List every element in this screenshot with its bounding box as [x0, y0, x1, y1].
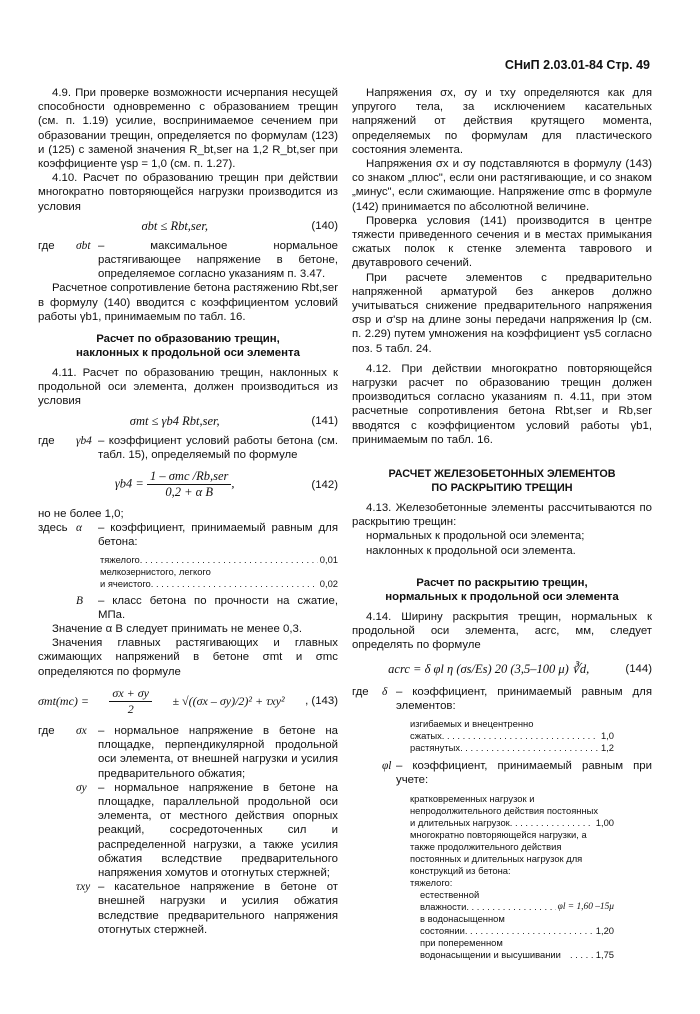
def-symbol: σbt [76, 239, 91, 252]
formula-142 [38, 469, 338, 500]
heading-line-2: нормальных к продольной оси элемента [385, 590, 619, 603]
formula-144-number: (144) [625, 662, 652, 675]
def-text: – коэффициент, принимаемый равным для элементов: [396, 685, 652, 712]
delta-tension-row [410, 742, 614, 754]
row-value: 1,2 [600, 741, 614, 753]
def-text: – касательное напряжение в бетоне от внешней нагрузки и усилия обжатия вследствие предварительного напряжения отогнутых стержней. [98, 881, 338, 936]
def-where: где [352, 685, 369, 698]
fraction-numerator: σx + σy [109, 686, 152, 702]
def-text: – класс бетона по прочности на сжатие, МПа. [98, 594, 338, 621]
alpha-heavy-row [100, 554, 338, 566]
def-delta [352, 685, 652, 713]
formula-141-number: (141) [311, 415, 338, 428]
def-symbol: B [76, 594, 83, 607]
row-label: тяжелого [100, 553, 140, 565]
para-4-13: 4.13. Железобетонные элементы рассчитываются по раскрытию трещин: [352, 502, 652, 529]
def-text: – коэффициент условий работы бетона (см. табл. 15), определяемый по формуле [98, 434, 338, 461]
def-where: где [38, 239, 55, 252]
para-4-9: 4.9. При проверке возможности исчерпания несущей способности одновременно с образованием трещин (см. п. 1.19) усилие, воспринимаемое сечением при образовании трещин, определяется по формулам (123) и (125) с заменой значения R_bt,ser на 1,2 R_bt,ser при коэффициенте γsp = 1,0 (см. п. 1.27). [38, 87, 338, 171]
formula-142-number: (142) [311, 478, 338, 491]
page-header: СНиП 2.03.01-84 Стр. 49 [504, 58, 650, 72]
heading-line-1: Расчет по образованию трещин, [96, 333, 280, 346]
def-tau-xy [38, 880, 338, 937]
phi-row-6 [420, 901, 614, 913]
para-4-13-a: нормальных к продольной оси элемента; [366, 530, 585, 543]
row-label: состоянии [420, 925, 465, 937]
phi-row-5: естественной [420, 889, 480, 901]
phi-row-8 [420, 925, 614, 937]
formula-142-expr: γb4 = $\frac{\text{1 – σmc /Rb,ser}}{\text{0,2 + α B}}$ , [114, 469, 235, 500]
para-4-11: 4.11. Расчет по образованию трещин, наклонных к продольной оси элемента, должен производиться из условия [38, 367, 338, 408]
def-symbol: δ [382, 685, 388, 698]
def-where: где [38, 724, 55, 737]
delta-bend-row-2 [410, 730, 614, 742]
alpha-fine-row: мелкозернистого, легкого [100, 565, 211, 577]
formula-141-expr: σmt ≤ γb4 Rbt,ser, [129, 413, 220, 428]
def-B [38, 594, 338, 622]
def-symbol: σx [76, 724, 87, 737]
phi-row-2 [410, 817, 614, 829]
row-label: влажности [420, 901, 467, 913]
fraction-denominator: 2 [127, 701, 134, 716]
row-label: сжатых [410, 729, 442, 741]
para-main-stresses: Значения главных растягивающих и главных сжимающих напряжений в бетоне σmt и σmc определяются по формуле [38, 637, 338, 678]
para-check-location: Проверка условия (141) производится в центре тяжести приведенного сечения и в местах примыкания сжатых полок к стенке элемента таврового и двутаврового сечений. [352, 214, 652, 270]
delta-values [410, 718, 614, 754]
phi-subrows [410, 889, 614, 961]
def-symbol: φl [382, 759, 392, 772]
phi-row-1: кратковременных нагрузок и непродолжительного действия постоянных [410, 793, 599, 817]
formula-143-lhs: σmt(mc) = [38, 693, 89, 708]
def-symbol: σy [76, 781, 87, 794]
def-gamma-b4 [38, 434, 338, 462]
def-text: – нормальное напряжение в бетоне на площадке, перпендикулярной продольной оси элемента, от внешней нагрузки и усилия предварительного обжатия; [98, 724, 338, 780]
para-4-14: 4.14. Ширину раскрытия трещин, нормальных к продольной оси элемента, acrc, мм, следует определять по формуле [352, 610, 652, 652]
def-text: – коэффициент, принимаемый равным при учете: [396, 759, 652, 787]
def-symbol: τxy [76, 881, 91, 894]
para-stresses-elastic: Напряжения σx, σy и τxy определяются как для упругого тела, за исключением касательных напряжений от действия крутящего момента, определяемых по формулам для пластического состояния элемента. [352, 87, 652, 156]
def-sigma-bt [38, 239, 338, 282]
heading-inclined [38, 332, 338, 360]
row-value: 0,02 [319, 577, 338, 589]
para-4-13-b: наклонных к продольной оси элемента. [366, 544, 576, 557]
row-value: 1,75 [595, 949, 614, 961]
phi-row-4: тяжелого: [410, 877, 453, 889]
heading-line-1: РАСЧЕТ ЖЕЛЕЗОБЕТОННЫХ ЭЛЕМЕНТОВ [388, 468, 616, 481]
para-4-12: 4.12. При действии многократно повторяющейся нагрузки расчет по образованию трещин должен производиться согласно указаниям п. 4.11, при этом расчетные сопротивления бетона Rbt,ser и Rb,ser вводятся с коэффициентом условий работы γb1, принимаемым по табл. 16. [352, 362, 652, 446]
alpha-B-note: Значение α B следует принимать не менее 0,3. [52, 623, 302, 636]
formula-141 [38, 414, 338, 429]
def-here: здесь [38, 522, 68, 535]
heading-normal-cracks [352, 576, 652, 604]
row-label: и длительных нагрузок [410, 817, 510, 829]
heading-line-2: наклонных к продольной оси элемента [76, 347, 300, 360]
formula-140-number: (140) [311, 220, 338, 233]
delta-bend-row-1: изгибаемых и внецентренно [410, 717, 534, 729]
row-label: при попеременном водонасыщении и высушивании [420, 937, 561, 961]
formula-144-expr: acrc = δ φl η (σs/Es) 20 (3,5–100 μ) ∛d, [388, 661, 590, 676]
not-more-note: но не более 1,0; [38, 508, 124, 521]
def-text: – коэффициент, принимаемый равным для бетона: [98, 522, 338, 549]
row-value: 1,00 [595, 817, 614, 829]
formula-142-fraction [147, 469, 231, 500]
def-where: где [38, 434, 55, 447]
left-column [38, 86, 338, 937]
fraction-denominator: 0,2 + α B [165, 485, 214, 500]
alpha-cell-row [100, 578, 338, 590]
phi-row-9 [420, 937, 614, 961]
formula-140 [38, 219, 338, 234]
formula-143 [38, 686, 338, 717]
section-heading [352, 467, 652, 495]
phi-row-7: в водонасыщенном [420, 913, 505, 925]
para-stress-signs: Напряжения σx и σy подставляются в формулу (143) со знаком „плюс", если они растягивающие, и со знаком „минус", если сжимающие. Напряжение σmc в формуле (142) принимается по абсолютной величине. [352, 158, 652, 213]
heading-line-1: Расчет по раскрытию трещин, [416, 576, 588, 589]
row-label: и ячеистого [100, 577, 151, 589]
def-alpha [38, 521, 338, 549]
formula-143-fraction [109, 686, 152, 717]
formula-140-expr: σbt ≤ Rbt,ser, [141, 218, 208, 233]
row-value: 1,0 [600, 729, 614, 741]
phi-row-3: многократно повторяющейся нагрузки, а также продолжительного действия постоянных и длительных нагрузок для конструкций из бетона: [410, 829, 587, 877]
def-text: – максимальное нормальное растягивающее напряжение в бетоне, определяемое согласно указаниям п. 3.47. [98, 239, 338, 281]
formula-143-number: , (143) [305, 695, 338, 708]
def-symbol: α [76, 522, 82, 535]
formula-142-lhs: γb4 = [114, 476, 144, 491]
heading-line-2: ПО РАСКРЫТИЮ ТРЕЩИН [431, 482, 573, 495]
phi-values [410, 793, 614, 961]
row-value: φl = 1,60 –15μ [557, 902, 614, 913]
formula-143-root: ± √((σx – σy)/2)² + τxy² [172, 693, 285, 708]
def-sigma-y [38, 781, 338, 880]
para-4-10-b: Расчетное сопротивление бетона растяжению Rbt,ser в формулу (140) вводится с коэффициентом условий работы γb1, принимаемым по табл. 16. [38, 282, 338, 323]
row-value: 1,20 [595, 925, 614, 937]
def-phi-l [352, 759, 652, 787]
formula-144 [352, 661, 652, 677]
fraction-numerator: 1 – σmc /Rb,ser [147, 469, 231, 485]
row-label: растянутых [410, 741, 461, 753]
row-value: 0,01 [319, 553, 338, 565]
para-4-10: 4.10. Расчет по образованию трещин при действии многократно повторяющейся нагрузки производится из условия [38, 172, 338, 213]
alpha-values [100, 554, 338, 590]
right-column [352, 86, 652, 961]
def-sigma-x [38, 724, 338, 781]
para-prestress-reduction: При расчете элементов с предварительно напряженной арматурой без анкеров должно учитываться снижение предварительного напряжения σsp и σ'sp на длине зоны передачи напряжения lp (см. п. 2.29) путем умножения на коэффициент γs5 согласно поз. 5 табл. 24. [352, 271, 652, 355]
def-text: – нормальное напряжение в бетоне на площадке, параллельной продольной оси элемента, от местного действия опорных реакций, сосредоточенных сил и распределенной нагрузки, а также усилия обжатия вследствие предварительного напряжения хомутов и отогнутых стержней; [98, 781, 338, 879]
def-symbol: γb4 [76, 434, 92, 447]
